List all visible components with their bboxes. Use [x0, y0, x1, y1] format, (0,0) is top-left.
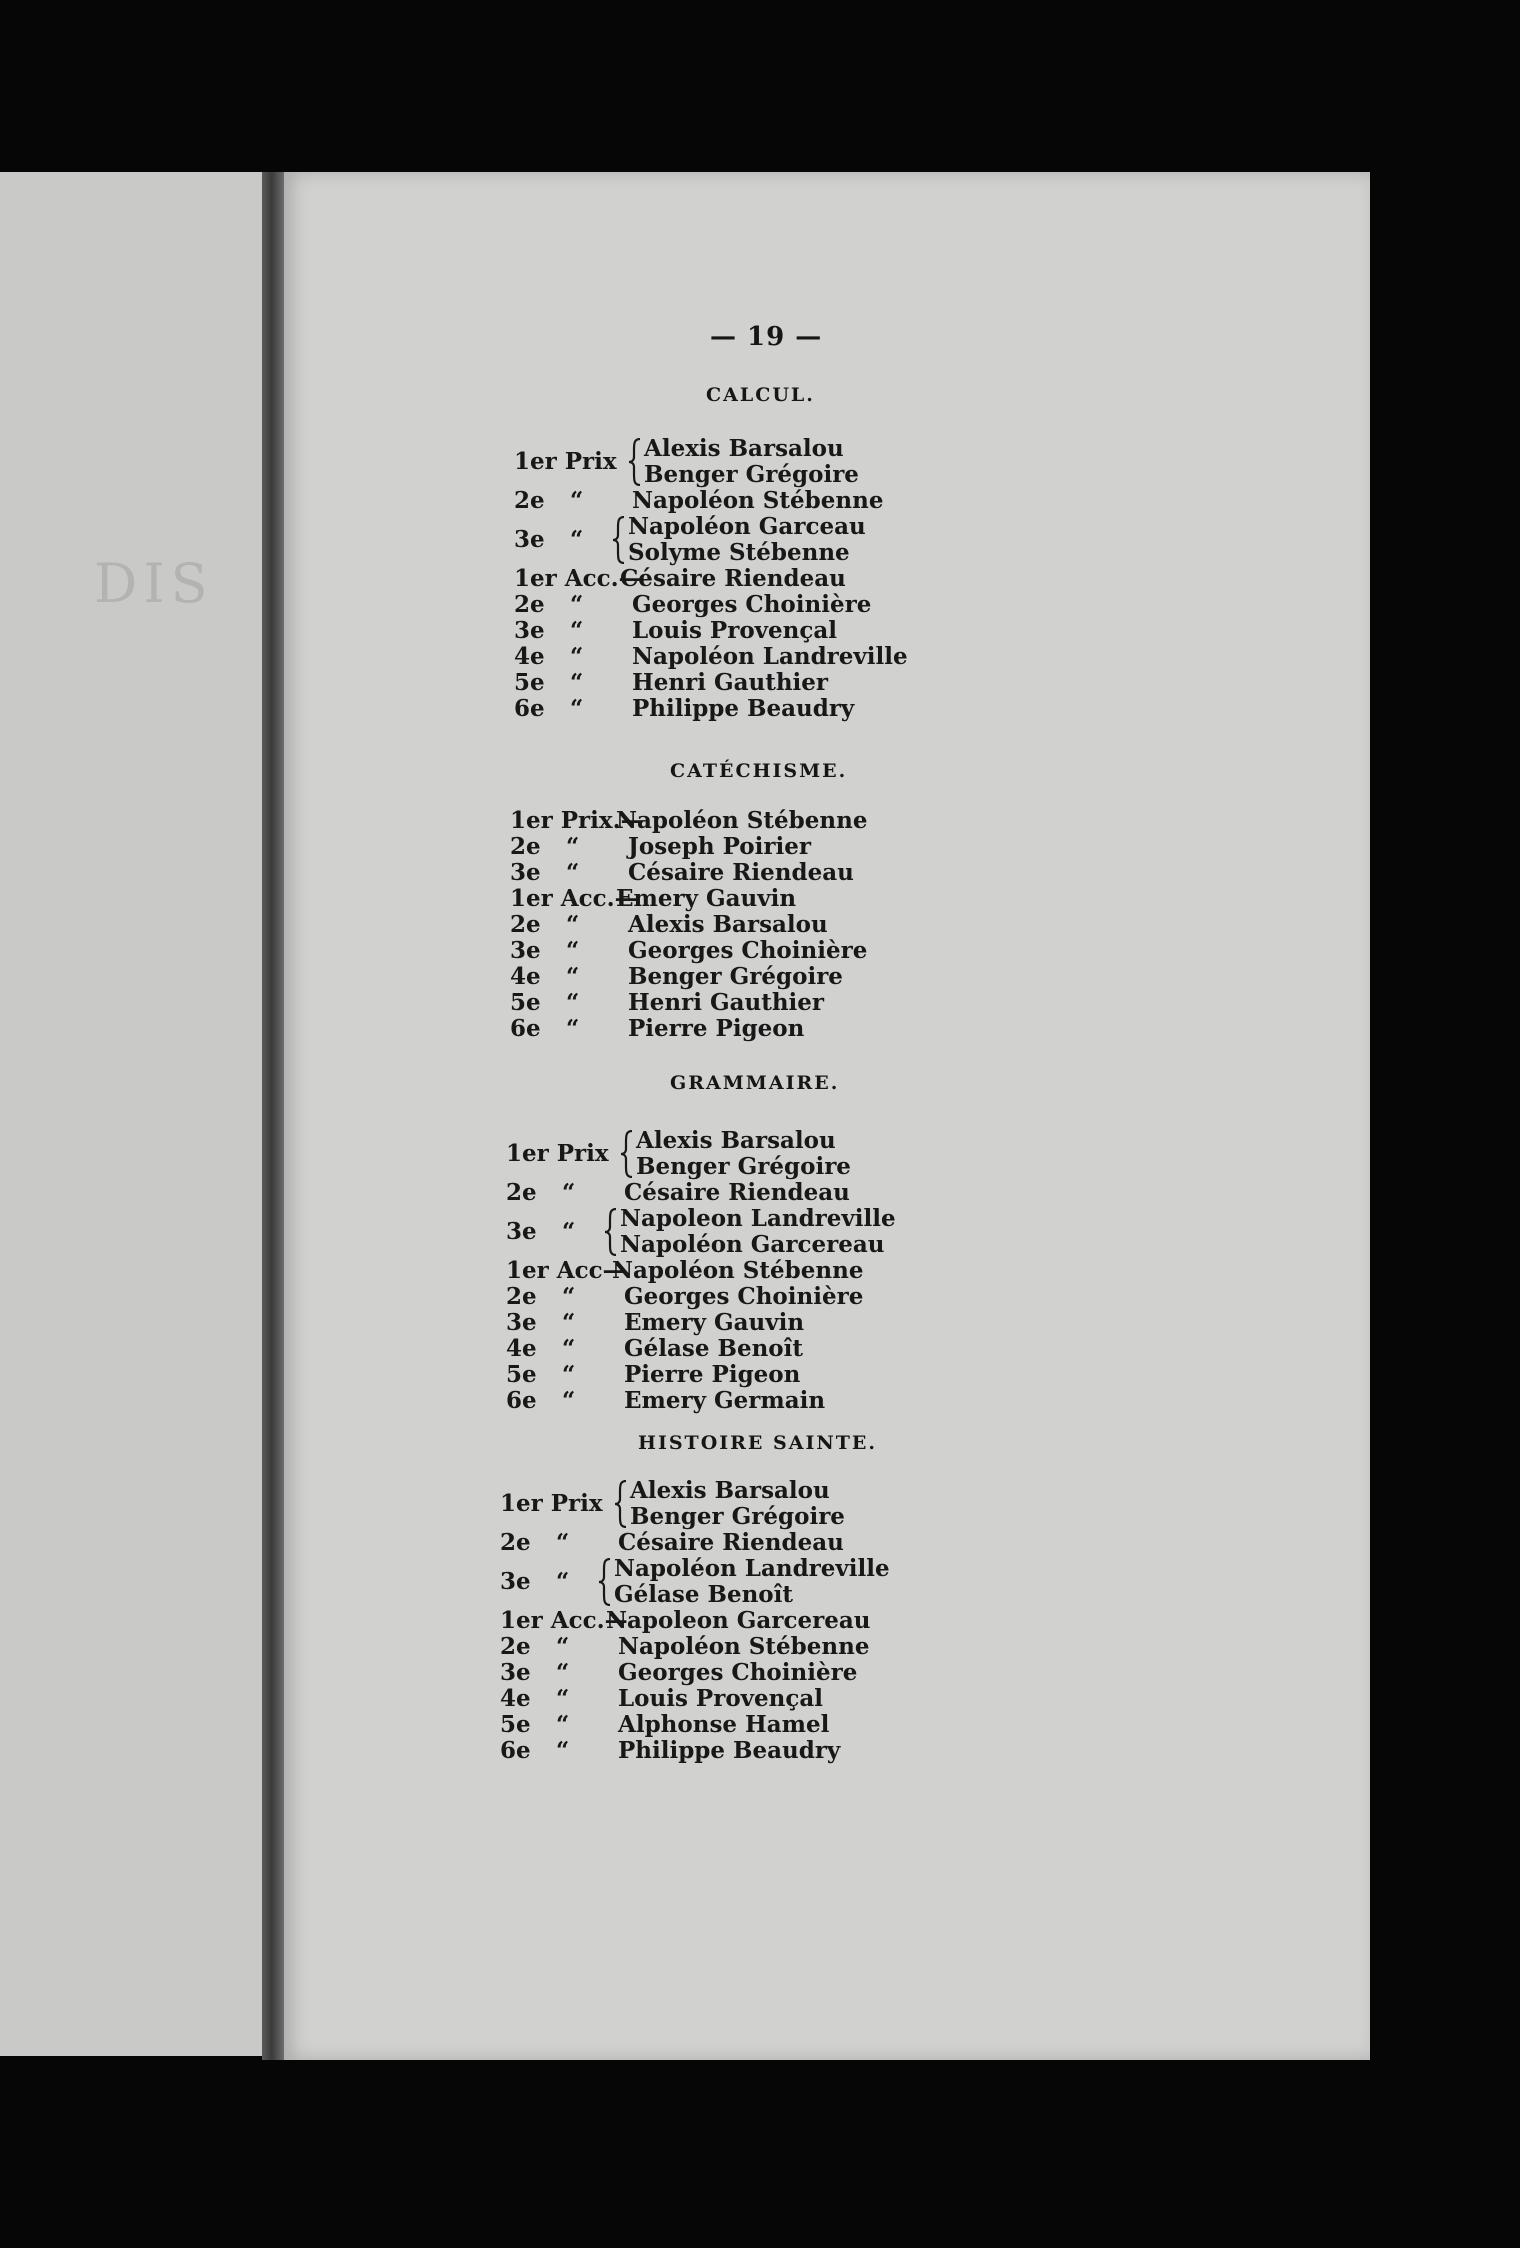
entry-rank: 4e — [514, 643, 545, 670]
entry-group — [498, 1556, 918, 1608]
student-name: Pierre Pigeon — [624, 1361, 801, 1388]
entry-rank: 3e — [514, 526, 545, 553]
entry-row — [512, 488, 952, 514]
entry-rank: 3e — [510, 859, 541, 886]
ditto-mark: “ — [556, 1659, 570, 1686]
student-name: Pierre Pigeon — [628, 1015, 805, 1042]
entry-rank: 2e — [514, 487, 545, 514]
entry-row — [508, 964, 948, 990]
ditto-mark: “ — [570, 487, 584, 514]
ditto-mark: “ — [566, 911, 580, 938]
ditto-mark: “ — [562, 1335, 576, 1362]
student-name: Solyme Stébenne — [628, 539, 850, 566]
student-name: Alexis Barsalou — [636, 1127, 836, 1154]
book-spine — [262, 172, 284, 2060]
entry-rank: 2e — [514, 591, 545, 618]
student-name: Napoleon Garcereau — [606, 1607, 871, 1634]
student-name: Joseph Poirier — [628, 833, 811, 860]
ditto-mark: “ — [562, 1361, 576, 1388]
entry-row — [508, 938, 948, 964]
entry-row — [508, 1016, 948, 1042]
ditto-mark: “ — [562, 1179, 576, 1206]
ditto-mark: “ — [566, 989, 580, 1016]
ditto-mark: “ — [570, 669, 584, 696]
entry-row — [508, 990, 948, 1016]
entry-rank: 5e — [506, 1361, 537, 1388]
brace-mark — [604, 1208, 618, 1256]
entry-row — [508, 886, 948, 912]
entry-rank: 6e — [514, 695, 545, 722]
brace-mark — [612, 516, 626, 564]
brace-mark — [620, 1130, 634, 1178]
entry-rank: 3e — [514, 617, 545, 644]
ditto-mark: “ — [566, 833, 580, 860]
student-name: Philippe Beaudry — [618, 1737, 841, 1764]
entry-rank: 1er Acc— — [506, 1257, 626, 1284]
student-name: Alexis Barsalou — [644, 435, 844, 462]
student-name: Georges Choinière — [624, 1283, 864, 1310]
student-name: Césaire Riendeau — [628, 859, 854, 886]
entry-rank: 1er Prix — [506, 1140, 609, 1167]
student-name: Napoléon Stébenne — [612, 1257, 864, 1284]
student-name: Louis Provençal — [618, 1685, 824, 1712]
entry-row — [508, 860, 948, 886]
entry-rank: 5e — [500, 1711, 531, 1738]
entry-rank: 6e — [506, 1387, 537, 1414]
entry-rank: 6e — [500, 1737, 531, 1764]
section-title: CATÉCHISME. — [670, 760, 848, 782]
ditto-mark: “ — [570, 526, 584, 553]
entry-row — [512, 566, 952, 592]
entry-row — [498, 1530, 938, 1556]
student-name: Césaire Riendeau — [620, 565, 846, 592]
entry-rank: 1er Acc.— — [514, 565, 642, 592]
student-name: Césaire Riendeau — [624, 1179, 850, 1206]
student-name: Alexis Barsalou — [628, 911, 828, 938]
ditto-mark: “ — [556, 1685, 570, 1712]
student-name: Benger Grégoire — [636, 1153, 851, 1180]
entry-row — [508, 834, 948, 860]
entry-row — [512, 670, 952, 696]
entry-row — [512, 618, 952, 644]
ditto-mark: “ — [566, 859, 580, 886]
ditto-mark: “ — [556, 1529, 570, 1556]
entry-row — [498, 1660, 938, 1686]
student-name: Napoléon Stébenne — [616, 807, 868, 834]
entry-rank: 3e — [506, 1309, 537, 1336]
student-name: Emery Gauvin — [624, 1309, 805, 1336]
entry-row — [504, 1284, 944, 1310]
entry-rank: 1er Prix — [514, 448, 617, 475]
student-name: Georges Choinière — [628, 937, 868, 964]
ditto-mark: “ — [570, 591, 584, 618]
entry-row — [508, 808, 948, 834]
ditto-mark: “ — [566, 963, 580, 990]
entry-group — [504, 1206, 924, 1258]
entry-rank: 2e — [510, 833, 541, 860]
ditto-mark: “ — [566, 1015, 580, 1042]
ditto-mark: “ — [556, 1711, 570, 1738]
entry-rank: 5e — [514, 669, 545, 696]
page-number: — 19 — — [710, 322, 823, 352]
entry-rank: 4e — [506, 1335, 537, 1362]
entry-row — [504, 1362, 944, 1388]
entry-rank: 3e — [500, 1568, 531, 1595]
student-name: Philippe Beaudry — [632, 695, 855, 722]
student-name: Alexis Barsalou — [630, 1477, 830, 1504]
entry-rank: 1er Prix — [500, 1490, 603, 1517]
ditto-mark: “ — [562, 1387, 576, 1414]
student-name: Georges Choinière — [618, 1659, 858, 1686]
entry-row — [512, 696, 952, 722]
entry-row — [504, 1388, 944, 1414]
entry-group — [512, 436, 932, 488]
entry-row — [512, 592, 952, 618]
entry-row — [498, 1738, 938, 1764]
ditto-mark: “ — [570, 643, 584, 670]
student-name: Gélase Benoît — [624, 1335, 804, 1362]
entry-rank: 2e — [500, 1633, 531, 1660]
student-name: Benger Grégoire — [630, 1503, 845, 1530]
entry-rank: 6e — [510, 1015, 541, 1042]
entry-rank: 1er Prix.— — [510, 807, 644, 834]
entry-rank: 3e — [500, 1659, 531, 1686]
entry-rank: 2e — [500, 1529, 531, 1556]
student-name: Napoléon Stébenne — [618, 1633, 870, 1660]
entry-rank: 4e — [500, 1685, 531, 1712]
entry-rank: 1er Acc.— — [510, 885, 638, 912]
student-name: Napoléon Landreville — [614, 1555, 890, 1582]
entry-group — [512, 514, 932, 566]
ditto-mark: “ — [556, 1737, 570, 1764]
brace-mark — [628, 438, 642, 486]
student-name: Emery Gauvin — [616, 885, 797, 912]
left-page — [0, 172, 262, 2056]
ditto-mark: “ — [566, 937, 580, 964]
section-title: CALCUL. — [706, 384, 815, 406]
student-name: Napoleon Landreville — [620, 1205, 896, 1232]
student-name: Napoléon Garceau — [628, 513, 866, 540]
student-name: Césaire Riendeau — [618, 1529, 844, 1556]
entry-rank: 2e — [506, 1283, 537, 1310]
student-name: Napoléon Stébenne — [632, 487, 884, 514]
ditto-mark: “ — [556, 1633, 570, 1660]
entry-row — [498, 1686, 938, 1712]
entry-rank: 3e — [506, 1218, 537, 1245]
student-name: Benger Grégoire — [644, 461, 859, 488]
brace-mark — [614, 1480, 628, 1528]
section-title: HISTOIRE SAINTE. — [638, 1432, 877, 1454]
entry-row — [504, 1180, 944, 1206]
entry-rank: 5e — [510, 989, 541, 1016]
entry-row — [498, 1634, 938, 1660]
student-name: Louis Provençal — [632, 617, 838, 644]
student-name: Napoléon Landreville — [632, 643, 908, 670]
section-title: GRAMMAIRE. — [670, 1072, 840, 1094]
student-name: Henri Gauthier — [628, 989, 825, 1016]
entry-rank: 2e — [510, 911, 541, 938]
ditto-mark: “ — [562, 1218, 576, 1245]
entry-group — [504, 1128, 924, 1180]
entry-row — [498, 1608, 938, 1634]
student-name: Emery Germain — [624, 1387, 826, 1414]
entry-row — [504, 1336, 944, 1362]
student-name: Georges Choinière — [632, 591, 872, 618]
brace-mark — [598, 1558, 612, 1606]
entry-rank: 2e — [506, 1179, 537, 1206]
bleed-through-text: DIS — [94, 552, 214, 615]
student-name: Alphonse Hamel — [618, 1711, 830, 1738]
entry-row — [512, 644, 952, 670]
entry-row — [504, 1310, 944, 1336]
entry-rank: 4e — [510, 963, 541, 990]
entry-row — [508, 912, 948, 938]
ditto-mark: “ — [570, 695, 584, 722]
ditto-mark: “ — [562, 1283, 576, 1310]
ditto-mark: “ — [570, 617, 584, 644]
student-name: Gélase Benoît — [614, 1581, 794, 1608]
entry-group — [498, 1478, 918, 1530]
entry-rank: 3e — [510, 937, 541, 964]
ditto-mark: “ — [562, 1309, 576, 1336]
entry-rank: 1er Acc.— — [500, 1607, 628, 1634]
entry-row — [504, 1258, 944, 1284]
student-name: Benger Grégoire — [628, 963, 843, 990]
student-name: Henri Gauthier — [632, 669, 829, 696]
entry-row — [498, 1712, 938, 1738]
student-name: Napoléon Garcereau — [620, 1231, 885, 1258]
ditto-mark: “ — [556, 1568, 570, 1595]
